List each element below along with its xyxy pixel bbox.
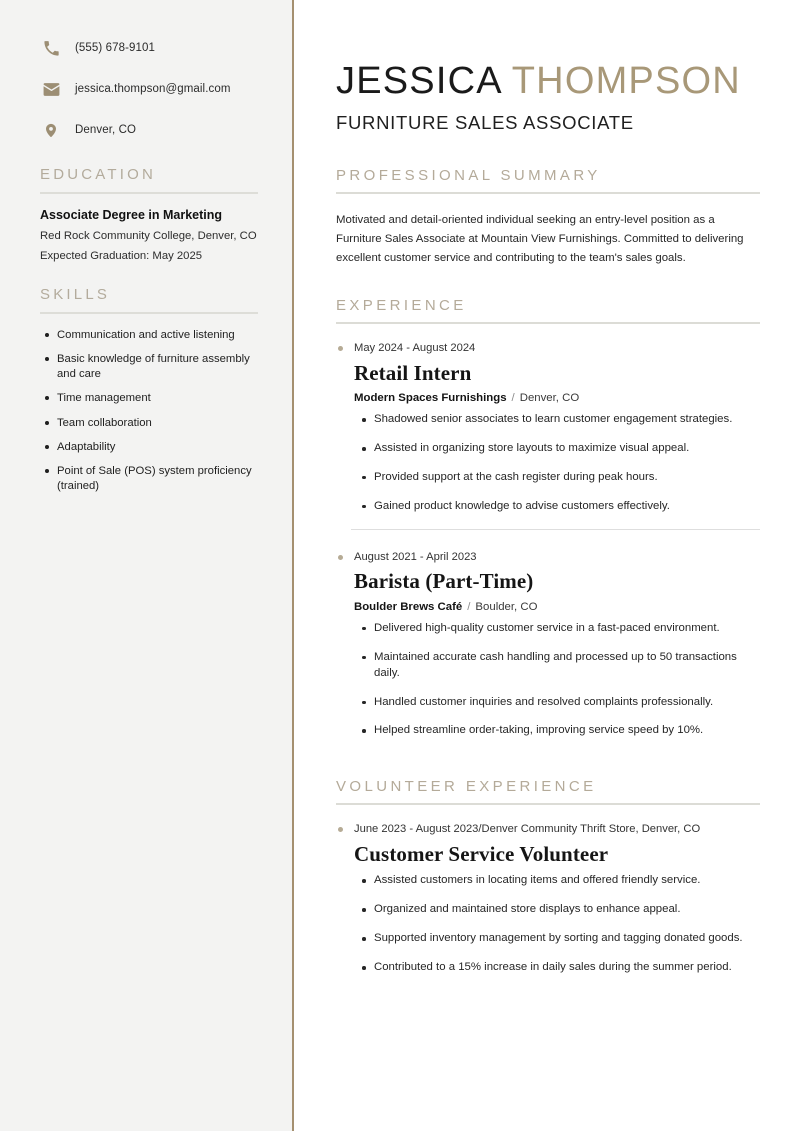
professional-summary-section bbox=[336, 167, 760, 267]
list-item: Team collaboration bbox=[57, 416, 258, 431]
education-degree: Associate Degree in Marketing bbox=[40, 208, 223, 222]
education-graduation: Expected Graduation: May 2025 bbox=[40, 249, 203, 262]
envelope-icon bbox=[40, 79, 62, 99]
entry-date: August 2021 - April 2023 bbox=[336, 550, 760, 565]
page-title bbox=[336, 62, 760, 102]
entry-organization bbox=[354, 601, 760, 613]
contact-email bbox=[40, 79, 258, 99]
experience-entry bbox=[336, 341, 760, 515]
entry-role: Retail Intern bbox=[354, 360, 472, 385]
experience-divider bbox=[336, 322, 760, 324]
list-item: Basic knowledge of furniture assembly and care bbox=[57, 352, 258, 383]
entry-role: Barista (Part-Time) bbox=[354, 569, 534, 594]
summary-text: Motivated and detail-oriented individual seeking an entry-level position as a Furniture Sales Associate at Mountain View Furnishings. Committed to delivering excellent customer service and contributing to the team's sales goals. bbox=[336, 213, 744, 264]
contact-location-text: Denver, CO bbox=[75, 123, 137, 136]
contact-phone-text: (555) 678-9101 bbox=[75, 41, 156, 54]
education-section bbox=[40, 166, 258, 264]
experience-section bbox=[336, 297, 760, 739]
list-item: Gained product knowledge to advise customers effectively. bbox=[374, 499, 760, 515]
contact-phone bbox=[40, 38, 258, 58]
section-gap bbox=[336, 752, 760, 778]
list-item: Adaptability bbox=[57, 440, 258, 455]
contact-location bbox=[40, 120, 258, 140]
contact-list bbox=[40, 38, 258, 140]
phone-icon bbox=[40, 38, 62, 58]
entry-org-name: Boulder Brews Café bbox=[354, 600, 463, 613]
volunteer-heading: VOLUNTEER EXPERIENCE bbox=[336, 778, 597, 796]
list-item: Contributed to a 15% increase in daily sales during the summer period. bbox=[374, 960, 760, 976]
entry-date bbox=[336, 822, 760, 837]
entry-organization bbox=[354, 392, 760, 404]
list-item: Assisted in organizing store layouts to maximize visual appeal. bbox=[374, 441, 760, 457]
entry-org-separator: / bbox=[511, 392, 515, 405]
skills-divider bbox=[40, 312, 258, 314]
list-item: Time management bbox=[57, 391, 258, 406]
list-item: Delivered high-quality customer service in a fast-paced environment. bbox=[374, 621, 760, 637]
list-item: Handled customer inquiries and resolved complaints professionally. bbox=[374, 695, 760, 711]
education-divider bbox=[40, 192, 258, 194]
entry-duties-list bbox=[354, 873, 760, 976]
sidebar bbox=[0, 0, 294, 1131]
experience-heading: EXPERIENCE bbox=[336, 297, 467, 315]
list-item: Supported inventory management by sorting and tagging donated goods. bbox=[374, 931, 760, 947]
skills-list bbox=[40, 328, 258, 495]
list-item: Communication and active listening bbox=[57, 328, 258, 343]
experience-entry bbox=[336, 550, 760, 740]
main-content bbox=[294, 0, 800, 1131]
entry-location: Denver, CO bbox=[519, 392, 580, 405]
entry-role: Customer Service Volunteer bbox=[354, 842, 609, 867]
list-item: Point of Sale (POS) system proficiency (trained) bbox=[57, 464, 258, 495]
entry-duties-list bbox=[354, 621, 760, 740]
list-item: Organized and maintained store displays to enhance appeal. bbox=[374, 902, 760, 918]
contact-email-text: jessica.thompson@gmail.com bbox=[75, 82, 231, 95]
list-item: Helped streamline order-taking, improving service speed by 10%. bbox=[374, 723, 760, 739]
volunteer-entry bbox=[336, 822, 760, 976]
entry-separator bbox=[351, 529, 760, 530]
entry-duties-list bbox=[354, 412, 760, 515]
entry-date: May 2024 - August 2024 bbox=[336, 341, 760, 356]
education-heading: EDUCATION bbox=[40, 166, 157, 183]
entry-org-name: Modern Spaces Furnishings bbox=[354, 392, 507, 405]
entry-location: Denver Community Thrift Store, Denver, CO bbox=[481, 823, 701, 836]
list-item: Assisted customers in locating items and offered friendly service. bbox=[374, 873, 760, 889]
summary-heading: PROFESSIONAL SUMMARY bbox=[336, 166, 601, 184]
entry-date-text: June 2023 - August 2023 bbox=[354, 823, 479, 836]
last-name: THOMPSON bbox=[511, 60, 741, 102]
entry-org-separator: / bbox=[467, 600, 471, 613]
job-title: FURNITURE SALES ASSOCIATE bbox=[336, 111, 634, 133]
first-name: JESSICA bbox=[336, 60, 501, 102]
skills-heading: SKILLS bbox=[40, 285, 111, 303]
skills-section bbox=[40, 286, 258, 495]
list-item: Provided support at the cash register during peak hours. bbox=[374, 470, 760, 486]
entry-location: Boulder, CO bbox=[475, 600, 538, 613]
entry-date-separator: / bbox=[478, 823, 482, 836]
list-item: Shadowed senior associates to learn customer engagement strategies. bbox=[374, 412, 760, 428]
education-school: Red Rock Community College, Denver, CO bbox=[40, 229, 257, 242]
volunteer-experience-section bbox=[336, 778, 760, 976]
summary-divider bbox=[336, 192, 760, 194]
volunteer-divider bbox=[336, 803, 760, 805]
location-pin-icon bbox=[40, 120, 62, 140]
list-item: Maintained accurate cash handling and processed up to 50 transactions daily. bbox=[374, 650, 760, 682]
